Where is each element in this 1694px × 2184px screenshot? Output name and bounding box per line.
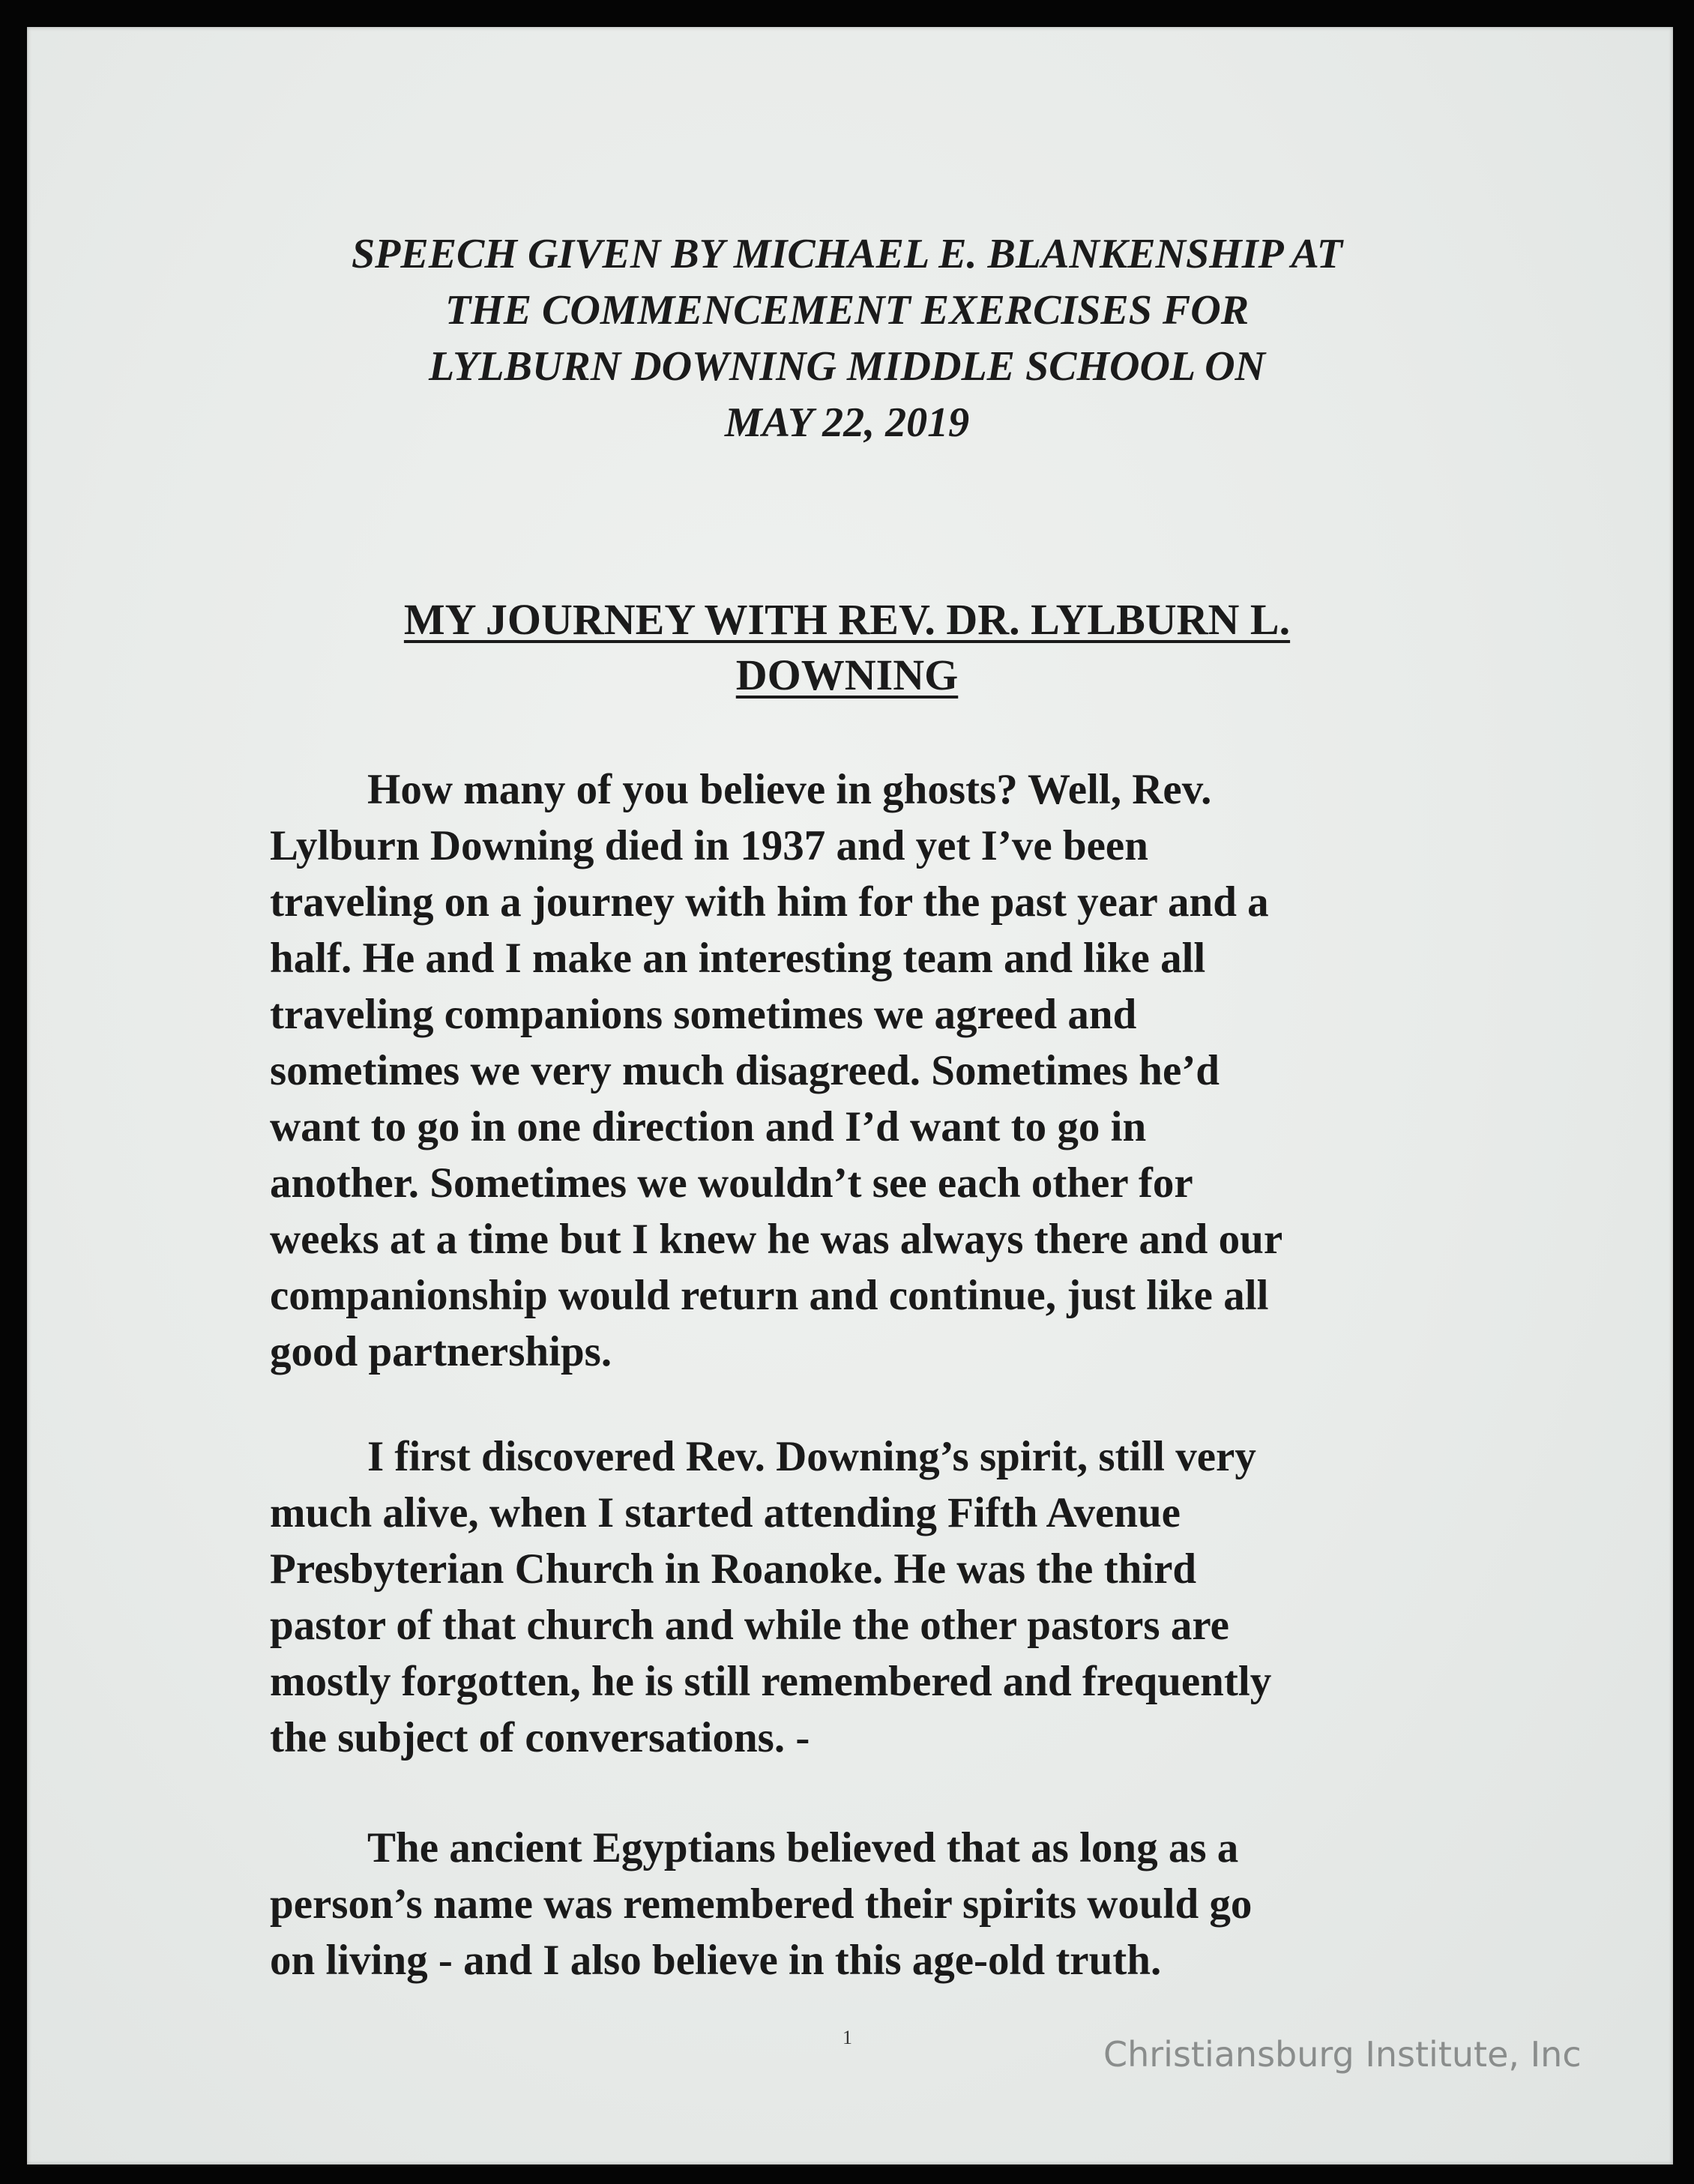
paragraph-line: want to go in one direction and I’d want to go in [270,1103,1147,1150]
paragraph-line: traveling companions sometimes we agreed and [270,991,1137,1038]
heading-line: MAY 22, 2019 [724,399,970,446]
paragraph-line: another. Sometimes we wouldn’t see each other for [270,1159,1193,1207]
paragraph-line: mostly forgotten, he is still remembered and frequently [270,1658,1272,1705]
heading-line: THE COMMENCEMENT EXERCISES FOR [444,287,1250,334]
paragraph-line: companionship would return and continue, just like all [270,1272,1269,1319]
paragraph-line: The ancient Egyptians believed that as long as a [367,1824,1239,1871]
paragraph-line: I first discovered Rev. Downing’s spirit, still very [367,1433,1256,1480]
paragraph-line: traveling on a journey with him for the past year and a [270,878,1269,926]
paragraph-line: on living - and I also believe in this age-old truth. [270,1937,1162,1984]
title-line: MY JOURNEY WITH REV. DR. LYLBURN L. [403,595,1291,644]
watermark: Christiansburg Institute, Inc [1103,2034,1582,2075]
paragraph-line: person’s name was remembered their spirits would go [270,1880,1253,1928]
title-line: DOWNING [735,651,959,699]
paragraph-line: sometimes we very much disagreed. Sometimes he’d [270,1047,1220,1094]
heading-line: LYLBURN DOWNING MIDDLE SCHOOL ON [429,343,1265,390]
paragraph-line: How many of you believe in ghosts? Well, Rev. [367,766,1212,813]
heading-line: SPEECH GIVEN BY MICHAEL E. BLANKENSHIP AT [351,231,1342,277]
page-number: 1 [843,2027,852,2048]
paragraph-line: the subject of conversations. - [270,1714,810,1761]
paragraph-3 [270,1820,1252,1988]
speech-heading [27,226,1673,451]
speech-title [27,592,1673,703]
paragraph-2 [270,1429,1271,1766]
document-page [27,27,1673,2165]
paragraph-1 [270,761,1282,1380]
paragraph-line: half. He and I make an interesting team and like all [270,935,1206,982]
paragraph-line: Presbyterian Church in Roanoke. He was the third [270,1545,1197,1593]
paragraph-line: pastor of that church and while the other pastors are [270,1602,1229,1649]
paragraph-line: good partnerships. [270,1328,612,1375]
paragraph-line: Lylburn Downing died in 1937 and yet I’ve been [270,822,1148,869]
paragraph-line: much alive, when I started attending Fifth Avenue [270,1489,1181,1536]
paragraph-line: weeks at a time but I knew he was always there and our [270,1216,1283,1263]
